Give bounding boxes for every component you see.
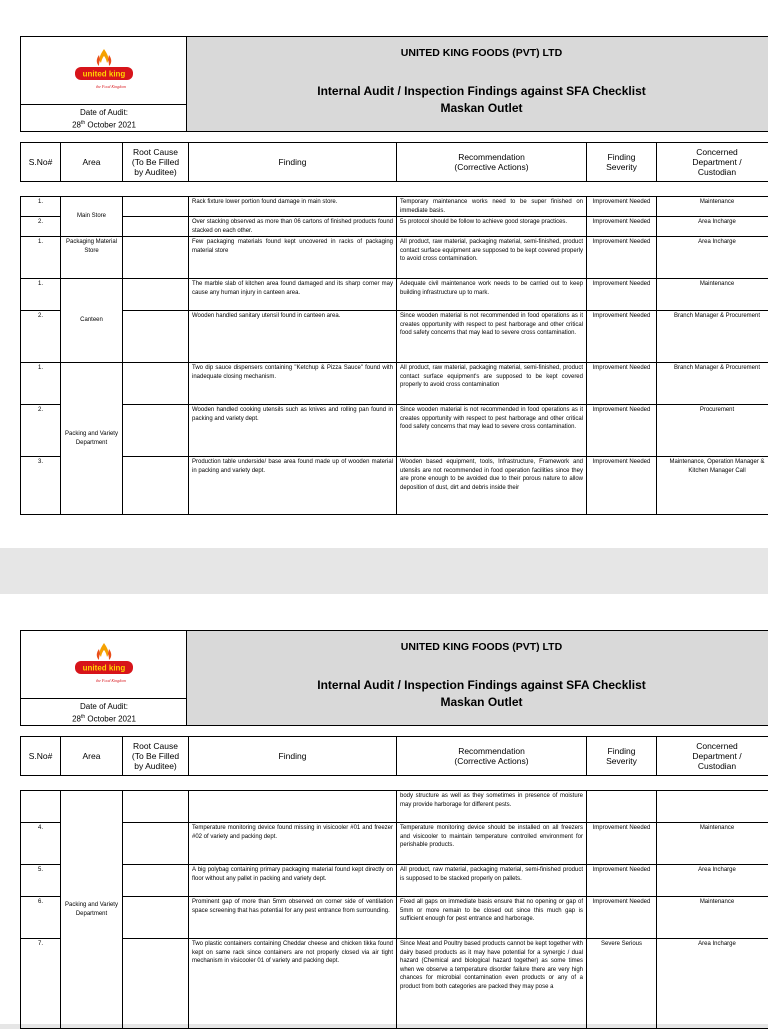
report-header (20, 630, 768, 726)
column-header-row (20, 736, 768, 776)
col-root-cause: Root Cause (To Be Filled by Auditee) (123, 143, 189, 182)
svg-text:the Food Kingdom: the Food Kingdom (96, 678, 126, 683)
findings-table-1 (20, 196, 768, 515)
col-department: Concerned Department / Custodian (657, 737, 768, 776)
svg-text:united king: united king (83, 70, 126, 79)
svg-text:the Food Kingdom: the Food Kingdom (96, 84, 126, 89)
table-row: 7. Two plastic containers containing Cheddar cheese and chicken tikka found kept on same rack since containers are not properly closed via air tight mechanism in visicooler 01 of variety and packing dept. Since Meat and Poultry based products cannot be kept together with dairy based products as it may have potential for a synergic / dual hazard (Chemical and biological hazard together) as some times when we observe a temperature disorder failure there are very high chances for microbial contamination even products or any of a product from both categories are packed they may pose a Severe Serious Area Incharge (21, 939, 768, 1029)
area-canteen: Canteen (61, 279, 123, 363)
table-row: 6. Prominent gap of more than 5mm observed on corner side of ventilation space screening that has potential for any pest entrance from surrounding. Fixed all gaps on immediate basis ensure that no opening or gap of 5mm or more remain to be closed out since this much gap is sufficient enough for pest entrance and harborage. Improvement Needed Maintenance (21, 897, 768, 939)
table-row: 1. Packaging Material Store Few packaging materials found kept uncovered in racks of packaging material store All product, raw material, packaging material, semi-finished, product contact surface equipment are supposed to be kept covered properly to avoid cross contamination. Improvement Needed Area Incharge (21, 237, 768, 279)
company-name: UNITED KING FOODS (PVT) LTD (187, 631, 768, 664)
col-recommendation: Recommendation (Corrective Actions) (397, 143, 587, 182)
report-page-2 (0, 594, 768, 1024)
area-packaging-store: Packaging Material Store (61, 237, 123, 279)
united-king-logo (69, 641, 139, 689)
area-packing-variety: Packing and Variety Department (61, 791, 123, 1029)
table-row: 4. Temperature monitoring device found missing in visicooler #01 and freezer #02 of variety and packing dept. Temperature monitoring device should be installed on all freezers and visicooler to maintain temperature controlled environment for perishable products. Improvement Needed Maintenance (21, 823, 768, 865)
table-row: 2. Wooden handled sanitary utensil found in canteen area. Since wooden material is not recommended in food operations as it creates opportunity with respect to pest harborage and other critical food safety concerns that may lead to severe cross contamination. Improvement Needed Branch Manager & Procurement (21, 311, 768, 363)
area-packing-variety: Packing and Variety Department (61, 363, 123, 515)
column-header-row (20, 142, 768, 182)
col-recommendation: Recommendation (Corrective Actions) (397, 737, 587, 776)
report-title: Internal Audit / Inspection Findings against SFA Checklist Maskan Outlet (187, 69, 768, 131)
area-main-store: Main Store (61, 197, 123, 237)
company-name: UNITED KING FOODS (PVT) LTD (187, 37, 768, 70)
table-row: 2. Wooden handled cooking utensils such as knives and rolling pan found in packing and variety dept. Since wooden material is not recommended in food operations as it creates opportunity with respect to pest harborage and other critical food safety concerns that may lead to severe cross contamination. Improvement Needed Procurement (21, 405, 768, 457)
table-row: 1. Main Store Rack fixture lower portion found damage in main store. Temporary maintenance works need to be super finished on immediate basis. Improvement Needed Maintenance (21, 197, 768, 217)
report-header (20, 36, 768, 132)
table-row: 1. Canteen The marble slab of kitchen area found damaged and its sharp corner may cause any human injury in canteen area. Adequate civil maintenance work needs to be carried out to keep building infrastructure up to mark. Improvement Needed Maintenance (21, 279, 768, 311)
table-row: 2. Over stacking observed as more than 06 cartons of finished products found stacked on each other. 5s protocol should be follow to achieve good storage practices. Improvement Needed Area Incharge (21, 217, 768, 237)
col-department: Concerned Department / Custodian (657, 143, 768, 182)
col-severity: Finding Severity (587, 143, 657, 182)
report-title: Internal Audit / Inspection Findings against SFA Checklist Maskan Outlet (187, 663, 768, 725)
audit-date: Date of Audit: 28th October 2021 (21, 104, 187, 131)
col-severity: Finding Severity (587, 737, 657, 776)
col-finding: Finding (189, 143, 397, 182)
col-sno: S.No# (21, 143, 61, 182)
col-finding: Finding (189, 737, 397, 776)
svg-text:united king: united king (83, 664, 126, 673)
col-sno: S.No# (21, 737, 61, 776)
findings-table-2 (20, 790, 768, 1029)
table-row: 5. A big polybag containing primary packaging material found kept directly on floor without any pallet in packing and variety dept. All product, raw material, packaging material, semi-finished product is supposed to be stacked properly on pallets. Improvement Needed Area Incharge (21, 865, 768, 897)
audit-date: Date of Audit: 28th October 2021 (21, 698, 187, 725)
col-area: Area (61, 143, 123, 182)
united-king-logo (69, 47, 139, 95)
table-row: 1. Packing and Variety Department Two dip sauce dispensers containing "Ketchup & Pizza Sauce" found with inadequate closing mechanism. All product, raw material, packaging material, semi-finished, product contact surface equipment's are supposed to be kept covered properly to avoid cross contamination Improvement Needed Branch Manager & Procurement (21, 363, 768, 405)
col-root-cause: Root Cause (To Be Filled by Auditee) (123, 737, 189, 776)
table-row: 3. Production table underside/ base area found made up of wooden material in packing and variety dept. Wooden based equipment, tools, Infrastructure, Framework and utensils are not recommended in food operation facilities since they are prone enough to be avoided due to their porous nature to allow deposition of dust, dirt and debris inside their Improvement Needed Maintenance, Operation Manager & Kitchen Manager Call (21, 457, 768, 515)
table-row: Packing and Variety Department body structure as well as they sometimes in presence of moisture may provide harborage for different pests. (21, 791, 768, 823)
col-area: Area (61, 737, 123, 776)
